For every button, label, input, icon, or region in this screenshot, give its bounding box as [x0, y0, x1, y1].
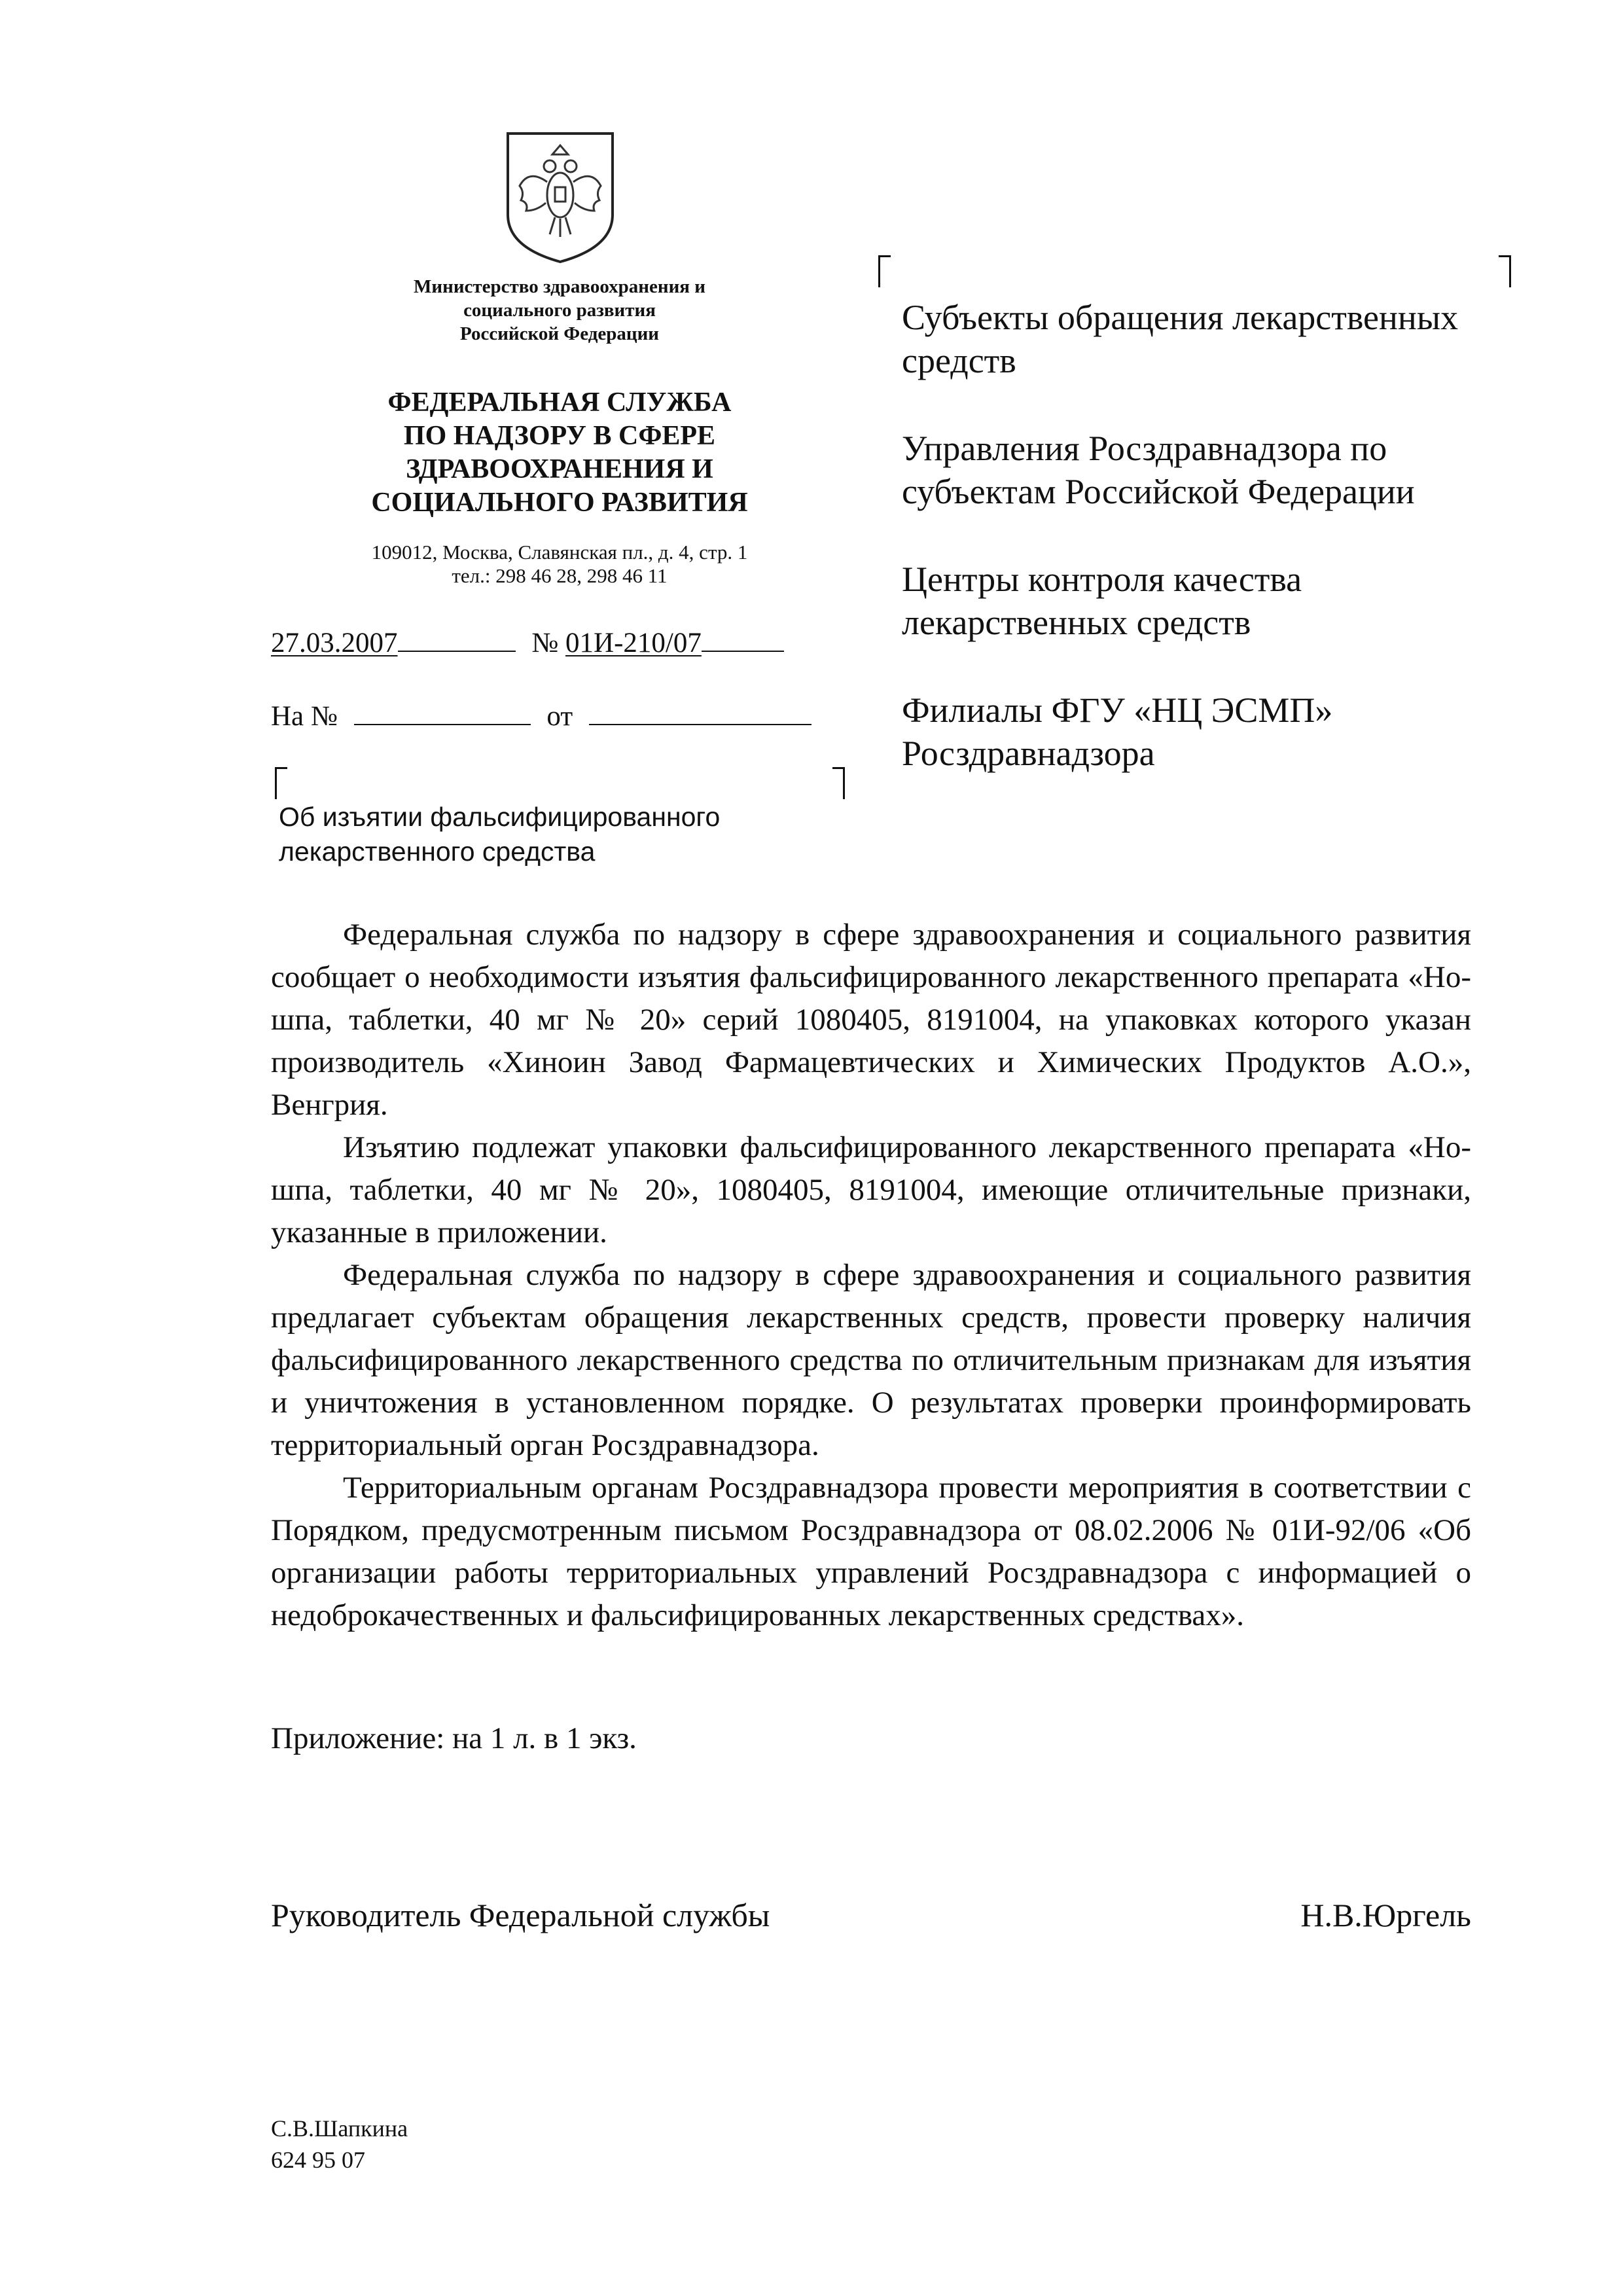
recipient-entry — [902, 296, 1556, 382]
letter-body — [271, 914, 1471, 1637]
agency-line: ЗДРАВООХРАНЕНИЯ И — [406, 454, 713, 484]
executor-phone: 624 95 07 — [271, 2147, 365, 2173]
number-underline — [702, 624, 784, 652]
ministry-name — [353, 275, 766, 346]
recipient-line: средств — [902, 341, 1016, 380]
letter-subject — [279, 800, 720, 869]
document-date: 27.03.2007 — [271, 628, 398, 658]
document-date-number — [271, 624, 827, 660]
recipient-entry — [902, 689, 1556, 775]
document-number: 01И-210/07 — [565, 628, 702, 658]
signatory-name: Н.В.Юргель — [1300, 1897, 1471, 1933]
ministry-line: Российской Федерации — [459, 323, 659, 344]
reference-number-blank — [354, 698, 531, 725]
body-paragraph: Федеральная служба по надзору в сфере здравоохранения и социального развития сообщает о необходимости изъятия фальсифицированного лекарственного препарата «Но-шпа, таблетки, 40 мг № 20» серий 1080405, 8191004, на упаковках которого указан производитель «Хиноин Завод Фармацевтических и Химических Продуктов А.О.», Венгрия. — [271, 918, 1471, 1122]
recipient-corner-left — [878, 255, 891, 287]
recipient-line: субъектам Российской Федерации — [902, 472, 1415, 511]
body-paragraph: Федеральная служба по надзору в сфере здравоохранения и социального развития предлагает субъектам обращения лекарственных средств, провести проверку наличия фальсифицированного лекарственного средства по отличительным признакам для изъятия и уничтожения в установленном порядке. О результатах проверки проинформировать территориальный орган Росздравнадзора. — [271, 1258, 1471, 1462]
agency-address: 109012, Москва, Славянская пл., д. 4, стр. 1 — [371, 541, 748, 564]
agency-phone: тел.: 298 46 28, 298 46 11 — [452, 564, 668, 587]
body-paragraph: Изъятию подлежат упаковки фальсифицированного лекарственного препарата «Но-шпа, таблетки, 40 мг № 20», 1080405, 8191004, имеющие отличительные признаки, указанные в приложении. — [271, 1130, 1471, 1249]
date-underline — [398, 624, 516, 652]
recipient-line: Центры контроля качества — [902, 560, 1302, 599]
agency-line: ПО НАДЗОРУ В СФЕРЕ — [403, 421, 716, 451]
executor-name: С.В.Шапкина — [271, 2115, 408, 2142]
recipient-corner-right — [1499, 255, 1511, 287]
coat-of-arms-emblem — [503, 130, 618, 266]
from-label: от — [546, 701, 573, 732]
recipient-entry — [902, 558, 1556, 644]
recipient-line: Росздравнадзора — [902, 734, 1155, 773]
subject-line: лекарственного средства — [279, 836, 596, 867]
agency-contacts — [308, 541, 812, 588]
body-paragraph: Территориальным органам Росздравнадзора провести мероприятия в соответствии с Порядком, предусмотренным письмом Росздравнадзора от 08.02.2006 № 01И-92/06 «Об организации работы территориальных управлений Росздравнадзора с информацией о недоброкачественных и фальсифицированных лекарственных средствах». — [271, 1471, 1471, 1632]
subject-corner-left — [275, 767, 287, 799]
subject-corner-right — [832, 767, 845, 799]
agency-name — [308, 386, 812, 520]
agency-line: СОЦИАЛЬНОГО РАЗВИТИЯ — [371, 488, 748, 518]
number-label: № — [531, 628, 559, 658]
reference-label: На № — [271, 701, 338, 732]
ministry-line: Министерство здравоохранения и — [414, 276, 705, 297]
subject-line: Об изъятии фальсифицированного — [279, 802, 721, 832]
signatory-position: Руководитель Федеральной службы — [271, 1897, 770, 1933]
reference-line — [271, 698, 847, 733]
attachment-note: Приложение: на 1 л. в 1 экз. — [271, 1721, 637, 1755]
recipient-entry — [902, 427, 1556, 513]
executor-info — [271, 2113, 408, 2176]
recipient-line: Филиалы ФГУ «НЦ ЭСМП» — [902, 691, 1333, 730]
recipient-line: Управления Росздравнадзора по — [902, 429, 1387, 468]
agency-line: ФЕДЕРАЛЬНАЯ СЛУЖБА — [387, 387, 732, 418]
reference-date-blank — [589, 698, 812, 725]
recipient-line: Субъекты обращения лекарственных — [902, 298, 1459, 337]
recipient-line: лекарственных средств — [902, 603, 1251, 642]
ministry-line: социального развития — [463, 300, 656, 321]
